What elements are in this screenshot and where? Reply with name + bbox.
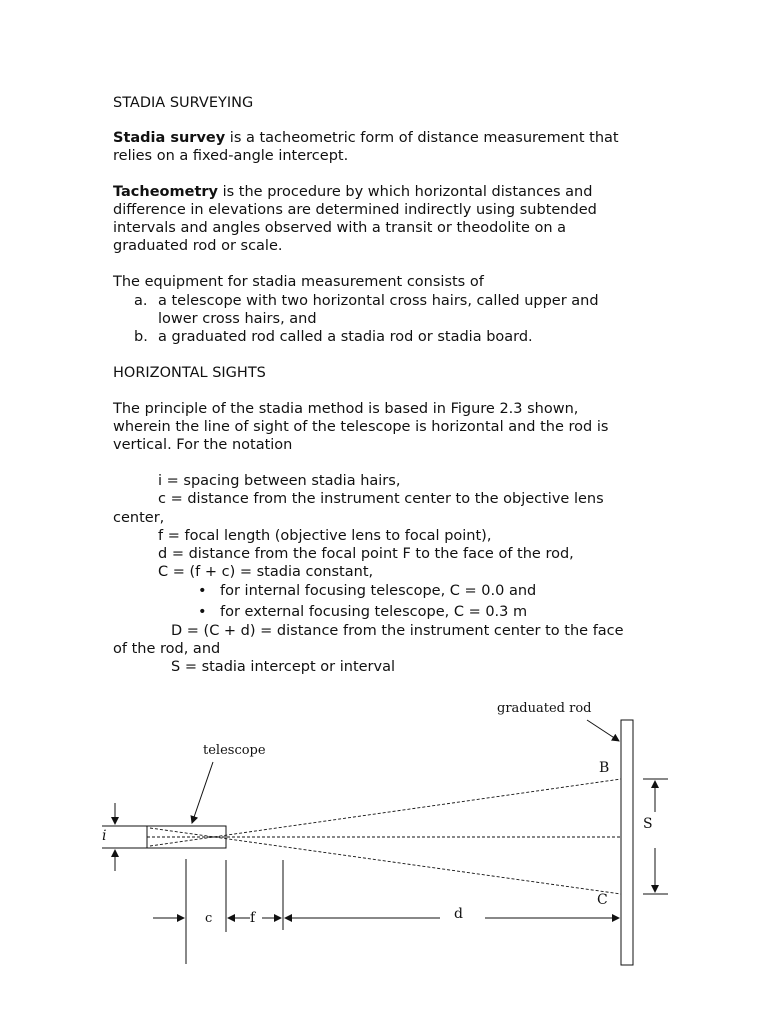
notation-bullet-external: for external focusing telescope, C = 0.3 m <box>220 604 528 620</box>
notation-i: i = spacing between stadia hairs, <box>158 473 401 489</box>
equipment-intro: The equipment for stadia measurement consists of <box>113 274 484 290</box>
paragraph-tacheometry-line2: difference in elevations are determined indirectly using subtended <box>113 202 597 218</box>
leader-telescope <box>192 762 213 823</box>
notation-bullet-internal: for internal focusing telescope, C = 0.0 and <box>220 583 537 599</box>
heading-stadia-surveying: STADIA SURVEYING <box>113 95 254 111</box>
label-C: C <box>597 892 608 908</box>
label-telescope: telescope <box>203 743 266 758</box>
heading-horizontal-sights: HORIZONTAL SIGHTS <box>113 365 266 381</box>
notation-d: d = distance from the focal point F to the face of the rod, <box>158 546 574 562</box>
label-i: i <box>102 828 107 844</box>
stadia-ray-lower <box>150 828 621 894</box>
label-B: B <box>599 760 610 776</box>
paragraph-stadia-survey-line2: relies on a fixed-angle intercept. <box>113 148 349 164</box>
paragraph-tacheometry-line1 <box>113 183 592 201</box>
label-f: f <box>250 910 256 926</box>
notation-c-line1: c = distance from the instrument center to the objective lens <box>158 491 604 507</box>
notation-S: S = stadia intercept or interval <box>171 659 396 675</box>
label-d: d <box>454 906 463 922</box>
bullet-icon: • <box>198 583 207 599</box>
leader-graduated-rod <box>587 720 619 741</box>
list-marker-a: a. <box>134 293 148 309</box>
bullet-icon: • <box>198 604 207 620</box>
paragraph-tacheometry-line3: intervals and angles observed with a transit or theodolite on a <box>113 220 567 236</box>
paragraph-principle-line3: vertical. For the notation <box>113 437 293 453</box>
label-graduated-rod: graduated rod <box>497 701 592 716</box>
text: is the procedure by which horizontal distances and <box>218 184 593 200</box>
paragraph-principle-line2: wherein the line of sight of the telescope is horizontal and the rod is <box>113 419 609 435</box>
list-item-b-line1: a graduated rod called a stadia rod or stadia board. <box>158 329 533 345</box>
notation-f: f = focal length (objective lens to focal point), <box>158 528 492 544</box>
list-item-a-line2: lower cross hairs, and <box>158 311 317 327</box>
graduated-rod <box>621 720 633 965</box>
notation-C: C = (f + c) = stadia constant, <box>158 564 374 580</box>
notation-D-line2: of the rod, and <box>113 641 221 657</box>
label-c: c <box>205 911 213 926</box>
list-item-a-line1: a telescope with two horizontal cross hairs, called upper and <box>158 293 599 309</box>
paragraph-tacheometry-line4: graduated rod or scale. <box>113 238 283 254</box>
term-tacheometry: Tacheometry <box>113 184 218 200</box>
list-marker-b: b. <box>134 329 148 345</box>
stadia-ray-upper <box>150 779 621 846</box>
text: is a tacheometric form of distance measurement that <box>225 130 619 146</box>
label-S: S <box>643 816 653 832</box>
term-stadia-survey: Stadia survey <box>113 130 226 146</box>
notation-D-line1: D = (C + d) = distance from the instrument center to the face <box>171 623 624 639</box>
paragraph-stadia-survey-line1 <box>113 129 619 147</box>
notation-c-line2: center, <box>113 510 165 526</box>
paragraph-principle-line1: The principle of the stadia method is based in Figure 2.3 shown, <box>113 401 579 417</box>
stadia-figure <box>0 690 768 980</box>
